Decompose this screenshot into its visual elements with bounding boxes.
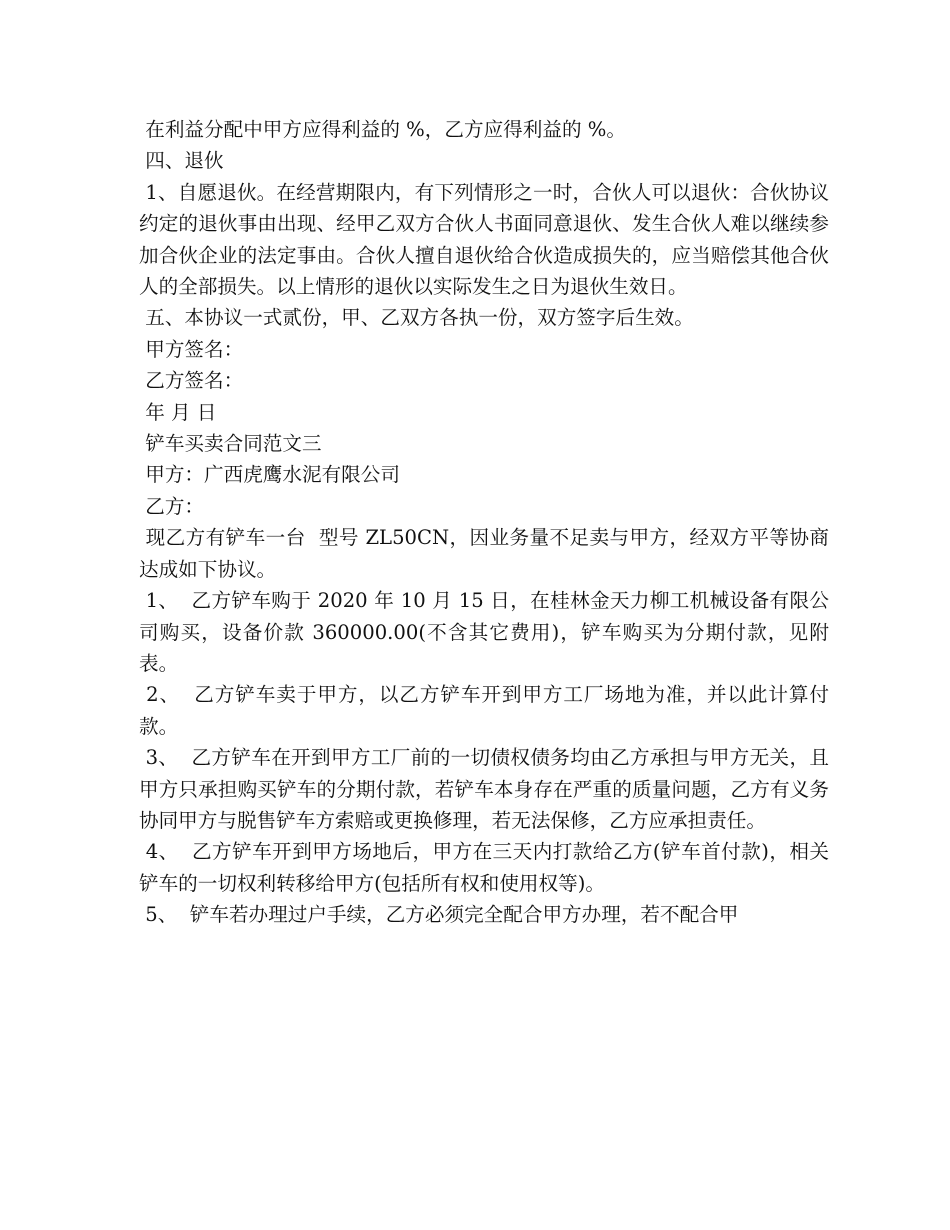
paragraph-profit-distribution: 在利益分配中甲方应得利益的 %，乙方应得利益的 %。 bbox=[139, 118, 626, 141]
clause-2: 2、 乙方铲车卖于甲方，以乙方铲车开到甲方工厂场地为准，并以此计算付款。 bbox=[139, 683, 829, 738]
clause-5: 5、 铲车若办理过户手续，乙方必须完全配合甲方办理，若不配合甲 bbox=[139, 903, 739, 927]
paragraph-voluntary-withdrawal: 1、自愿退伙。在经营期限内，有下列情形之一时，合伙人可以退伙：合伙协议约定的退伙事由出现、经甲乙双方合伙人书面同意退伙、发生合伙人难以继续参加合伙企业的法定事由。合伙人擅自退伙给合伙造成损失的，应当赔偿其他合伙人的全部损失。以上情形的退伙以实际发生之日为退伙生效日。 bbox=[139, 180, 829, 299]
document-page bbox=[139, 114, 829, 931]
party-b-name: 乙方： bbox=[139, 494, 205, 518]
paragraph-copies-effective: 五、本协议一式贰份，甲、乙双方各执一份，双方签字后生效。 bbox=[139, 306, 694, 330]
party-a-name: 甲方：广西虎鹰水泥有限公司 bbox=[139, 463, 400, 487]
signature-date: 年 月 日 bbox=[139, 400, 217, 424]
party-b-signature: 乙方签名： bbox=[139, 369, 244, 393]
clause-1: 1、 乙方铲车购于 2020 年 10 月 15 日，在桂林金天力柳工机械设备有限公司购买，设备价款 360000.00(不含其它费用)，铲车购买为分期付款，见附表。 bbox=[139, 589, 829, 675]
clause-3: 3、 乙方铲车在开到甲方工厂前的一切债权债务均由乙方承担与甲方无关，且甲方只承担购买铲车的分期付款，若铲车本身存在严重的质量问题，乙方有义务协同甲方与脱售铲车方索赔或更换修理，若无法保修，乙方应承担责任。 bbox=[139, 746, 830, 832]
heading-withdrawal: 四、退伙 bbox=[139, 149, 224, 173]
clause-4: 4、 乙方铲车开到甲方场地后，甲方在三天内打款给乙方(铲车首付款)，相关铲车的一切权利转移给甲方(包括所有权和使用权等)。 bbox=[139, 840, 829, 895]
party-a-signature: 甲方签名： bbox=[139, 337, 244, 361]
contract-title: 铲车买卖合同范文三 bbox=[139, 432, 322, 456]
paragraph-preamble: 现乙方有铲车一台 型号 ZL50CN，因业务量不足卖与甲方，经双方平等协商达成如下协议。 bbox=[139, 526, 829, 581]
